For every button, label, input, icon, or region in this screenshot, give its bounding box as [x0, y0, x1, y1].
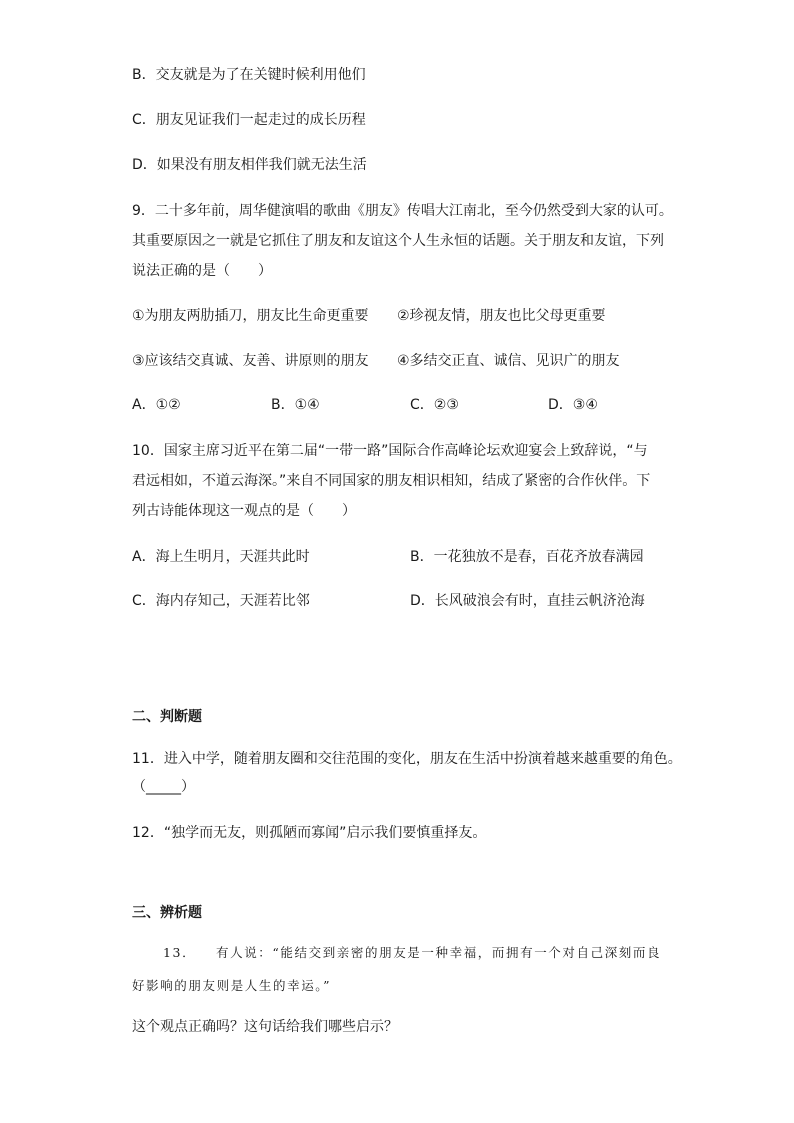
q8-option-c: C．朋友见证我们一起走过的成长历程 — [132, 112, 366, 128]
q10-option-b: B．一花独放不是春，百花齐放春满园 — [410, 549, 644, 565]
q10-option-a: A．海上生明月，天涯共此时 — [132, 549, 310, 565]
q9-stem-line-3: 说法正确的是（ ） — [132, 263, 272, 279]
q9-stem-line-2: 其重要原因之一就是它抓住了朋友和友谊这个人生永恒的话题。关于朋友和友谊，下列 — [132, 233, 664, 249]
section-title-analysis: 三、辨析题 — [132, 905, 202, 921]
q11-answer-blank: （_____） — [132, 779, 195, 795]
q10-option-d: D．长风破浪会有时，直挂云帆济沧海 — [410, 593, 645, 609]
q11-line-1: 11．进入中学，随着朋友圈和交往范围的变化，朋友在生活中扮演着越来越重要的角色。 — [132, 751, 682, 767]
q10-stem-line-2: 君远相如，不道云海深。”来自不同国家的朋友相识相知，结成了紧密的合作伙伴。下 — [132, 473, 651, 489]
q9-statement-1: ①为朋友两肋插刀，朋友比生命更重要 — [132, 308, 369, 324]
q10-stem-line-1: 10．国家主席习近平在第二届“一带一路”国际合作高峰论坛欢迎宴会上致辞说，“与 — [132, 443, 648, 459]
q13-quote-line-1: 有人说：“能结交到亲密的朋友是一种幸福，而拥有一个对自己深刻而良 — [216, 945, 662, 960]
q8-option-b: B．交友就是为了在关键时候利用他们 — [132, 67, 366, 83]
q9-stem-line-1: 9．二十多年前，周华健演唱的歌曲《朋友》传唱大江南北，至今仍然受到大家的认可。 — [132, 203, 673, 219]
q13-question: 这个观点正确吗？这句话给我们哪些启示？ — [132, 1019, 398, 1035]
q13-quote-line-2: 好影响的朋友则是人生的幸运。” — [132, 978, 332, 993]
q9-option-a: A．①② — [132, 397, 181, 413]
q9-statement-3: ③应该结交真诚、友善、讲原则的朋友 — [132, 353, 369, 369]
q13-number: 13． — [163, 945, 197, 960]
q10-option-c: C．海内存知己，天涯若比邻 — [132, 593, 310, 609]
section-title-true-false: 二、判断题 — [132, 709, 202, 725]
q9-statement-2: ②珍视友情，朋友也比父母更重要 — [397, 308, 606, 324]
q9-option-b: B．①④ — [271, 397, 320, 413]
q9-statement-4: ④多结交正直、诚信、见识广的朋友 — [397, 353, 620, 369]
q10-stem-line-3: 列古诗能体现这一观点的是（ ） — [132, 503, 356, 519]
q8-option-d: D．如果没有朋友相伴我们就无法生活 — [132, 157, 367, 173]
q12-text: 12．“独学而无友，则孤陋而寡闻”启示我们要慎重择友。 — [132, 825, 487, 841]
q9-option-c: C．②③ — [410, 397, 459, 413]
q9-option-d: D．③④ — [548, 397, 598, 413]
